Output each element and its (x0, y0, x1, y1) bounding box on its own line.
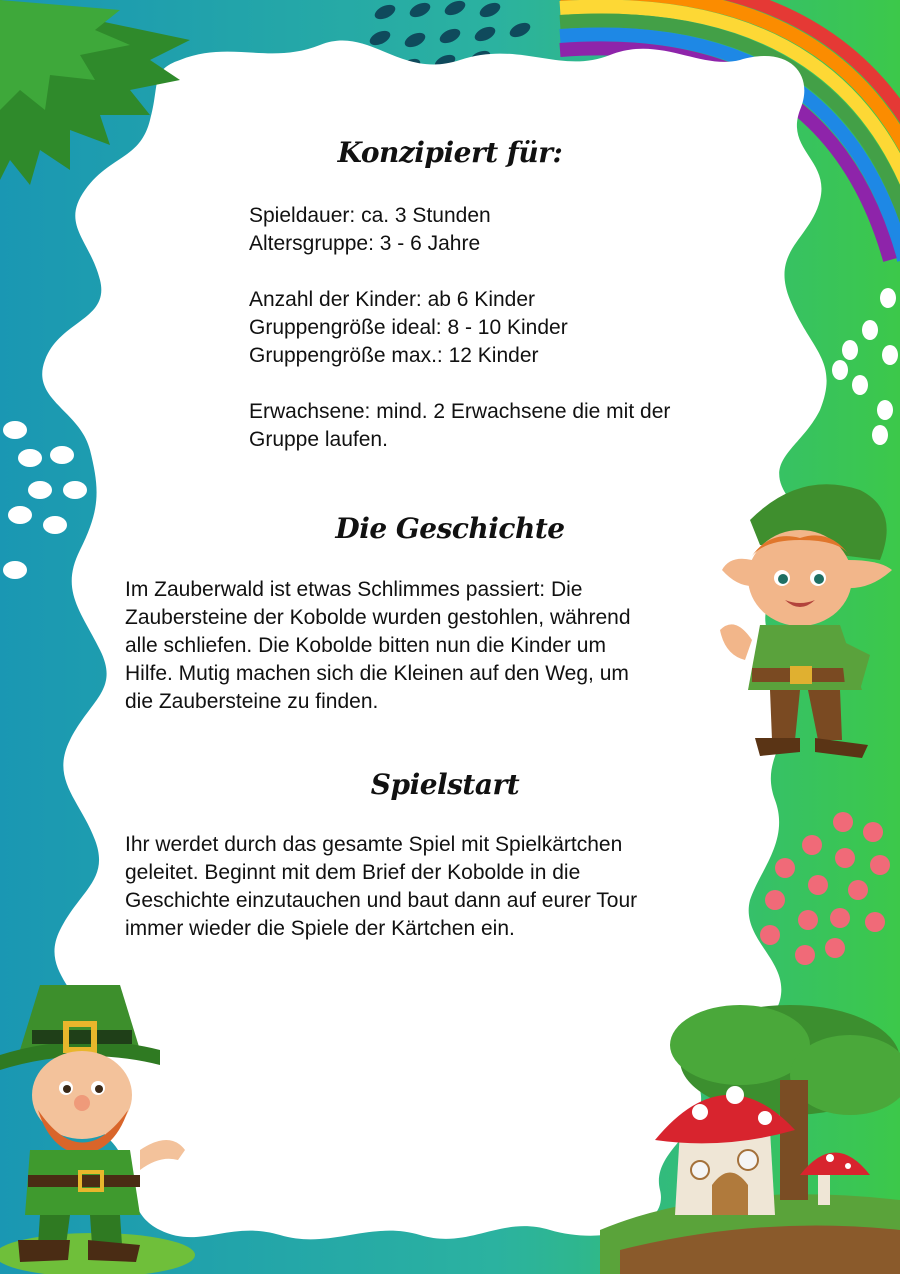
spielstart-line: Geschichte einzutauchen und baut dann auf eurer Tour (125, 889, 638, 912)
geschichte-line: Im Zauberwald ist etwas Schlimmes passiert: Die (125, 578, 583, 601)
geschichte-line: alle schliefen. Die Kobolde bitten nun die Kinder um (125, 634, 606, 657)
erwachsene-line-2: Gruppe laufen. (249, 428, 388, 451)
section-title-konzipiert: Konzipiert für: (337, 136, 563, 169)
konzipiert-text (249, 202, 769, 454)
spieldauer-line: Spieldauer: ca. 3 Stunden (249, 204, 491, 227)
section-title-spielstart: Spielstart (370, 768, 520, 801)
geschichte-text (125, 576, 725, 716)
gruppengroesse-ideal-line: Gruppengröße ideal: 8 - 10 Kinder (249, 316, 568, 339)
anzahl-kinder-line: Anzahl der Kinder: ab 6 Kinder (249, 288, 536, 311)
section-title-geschichte: Die Geschichte (335, 512, 565, 545)
spielstart-line: Ihr werdet durch das gesamte Spiel mit Spielkärtchen (125, 833, 623, 856)
spielstart-text (125, 831, 725, 943)
geschichte-line: Hilfe. Mutig machen sich die Kleinen auf den Weg, um (125, 662, 629, 685)
spielstart-line: geleitet. Beginnt mit dem Brief der Kobolde in die (125, 861, 581, 884)
geschichte-line: Zaubersteine der Kobolde wurden gestohlen, während (125, 606, 631, 629)
altersgruppe-line: Altersgruppe: 3 - 6 Jahre (249, 232, 481, 255)
spielstart-line: immer wieder die Spiele der Kärtchen ein. (125, 917, 515, 940)
geschichte-line: die Zaubersteine zu finden. (125, 690, 379, 713)
erwachsene-line: Erwachsene: mind. 2 Erwachsene die mit der (249, 400, 671, 423)
gruppengroesse-max-line: Gruppengröße max.: 12 Kinder (249, 344, 539, 367)
